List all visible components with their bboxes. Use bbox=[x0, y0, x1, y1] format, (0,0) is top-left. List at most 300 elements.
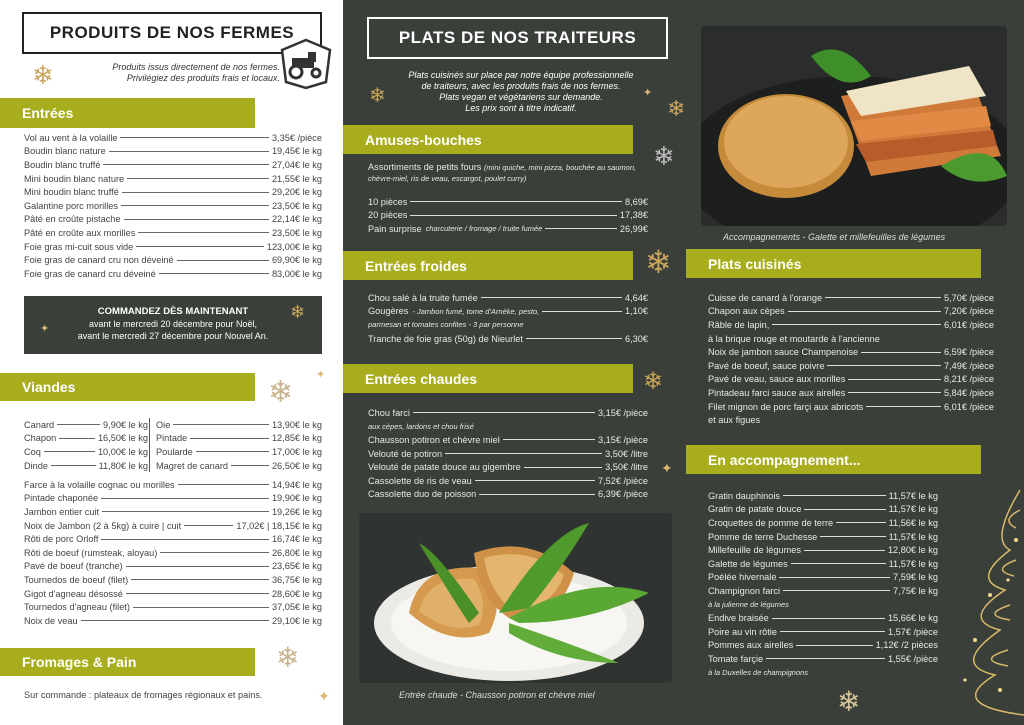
leader-line bbox=[177, 260, 269, 261]
list-item bbox=[708, 611, 938, 625]
item-price: 1,12€ /2 pièces bbox=[875, 640, 938, 651]
list-item bbox=[24, 213, 322, 227]
leader-line bbox=[848, 379, 941, 380]
item-name: Tranche de foie gras (50g) de Nieurlet bbox=[368, 333, 523, 344]
item-name: Foie gras mi-cuit sous vide bbox=[24, 241, 134, 252]
item-name: Pavé de boeuf (tranche) bbox=[24, 561, 123, 572]
item-price: 11,56€ le kg bbox=[888, 517, 938, 528]
item-price: 10,00€ le kg bbox=[97, 446, 148, 457]
item-name: Pâté en croûte aux morilles bbox=[24, 227, 136, 238]
item-price: 11,57€ le kg bbox=[888, 490, 938, 501]
list-item bbox=[368, 406, 648, 420]
star-icon: ✦ bbox=[318, 688, 330, 704]
item-name: Chou farci bbox=[368, 407, 410, 418]
item-detail: aux cèpes, lardons et chou frisé bbox=[368, 421, 474, 431]
item-name: Boudin blanc truffé bbox=[24, 159, 101, 170]
list-item bbox=[708, 359, 994, 373]
item-price: 29,10€ le kg bbox=[271, 615, 322, 626]
leader-line bbox=[190, 438, 269, 439]
list-item bbox=[24, 560, 322, 574]
item-price: 6,30€ bbox=[625, 333, 648, 344]
item-price: 9,90€ le kg bbox=[103, 419, 148, 430]
item-detail: à la julienne de légumes bbox=[708, 600, 789, 610]
item-price: 6,39€ /pièce bbox=[597, 489, 648, 500]
star-icon: ✦ bbox=[643, 87, 653, 99]
intro-line: Privilégiez des produits frais et locaux. bbox=[126, 73, 280, 83]
item-name: Pintadeau farci sauce aux airelles bbox=[708, 387, 846, 398]
leader-line bbox=[836, 522, 885, 523]
list-item bbox=[708, 598, 938, 612]
item-price: 17,00€ le kg bbox=[271, 446, 322, 457]
item-price: 17,02€ | 18,15€ le kg bbox=[236, 520, 322, 531]
accomp-list bbox=[708, 489, 938, 679]
item-price: 14,94€ le kg bbox=[271, 479, 322, 490]
item-name: Velouté de patate douce au gigembre bbox=[368, 462, 521, 473]
item-price: 5,84€ /pièce bbox=[943, 387, 994, 398]
leader-line bbox=[410, 201, 622, 202]
item-name: Noix de Jambon (2 à 5kg) à cuire | cuit bbox=[24, 520, 182, 531]
item-name: Cuisse de canard à l'orange bbox=[708, 292, 823, 303]
froides-list bbox=[368, 291, 648, 345]
item-name: Canard bbox=[24, 419, 55, 430]
item-price: 19,90€ le kg bbox=[271, 493, 322, 504]
leader-line bbox=[791, 563, 886, 564]
leader-line bbox=[820, 536, 885, 537]
leader-line bbox=[126, 566, 269, 567]
item-price: 11,57€ le kg bbox=[888, 504, 938, 515]
viandes-list bbox=[24, 478, 322, 628]
list-item bbox=[24, 546, 322, 560]
leader-line bbox=[126, 593, 269, 594]
item-name: Champignon farci bbox=[708, 585, 781, 596]
leader-line bbox=[788, 311, 941, 312]
leader-line bbox=[780, 631, 885, 632]
list-item bbox=[24, 240, 322, 254]
list-item bbox=[24, 532, 322, 546]
right-page bbox=[343, 0, 1024, 725]
list-item bbox=[24, 478, 322, 492]
list-item bbox=[708, 489, 938, 503]
list-item bbox=[24, 519, 322, 533]
item-price: 11,57€ le kg bbox=[888, 531, 938, 542]
item-name: Chou salé à la truite fumée bbox=[368, 292, 478, 303]
item-name: Pavé de boeuf, sauce poivre bbox=[708, 360, 825, 371]
item-price: 83,00€ le kg bbox=[271, 268, 322, 279]
leader-line bbox=[796, 645, 872, 646]
item-name: Pommes aux airelles bbox=[708, 640, 794, 651]
christmas-tree-icon bbox=[950, 480, 1024, 725]
leader-line bbox=[772, 324, 941, 325]
list-item bbox=[708, 639, 938, 653]
fromages-text: Sur commande : plateaux de fromages régionaux et pains. bbox=[24, 690, 263, 700]
item-price: 3,50€ /litre bbox=[605, 448, 648, 459]
item-price: 1,57€ /pièce bbox=[887, 626, 938, 637]
item-price: 11,80€ le kg bbox=[98, 460, 148, 471]
list-item bbox=[368, 420, 648, 434]
item-detail: parmesan et tomates confites - 3 par personne bbox=[368, 320, 524, 330]
item-price: 12,85€ le kg bbox=[271, 433, 322, 444]
leader-line bbox=[413, 412, 595, 413]
list-item bbox=[708, 503, 938, 517]
item-name: Cassolette duo de poisson bbox=[368, 489, 477, 500]
item-price: 6,01€ /pièce bbox=[943, 401, 994, 412]
star-icon: ✦ bbox=[661, 460, 673, 476]
item-price: 12,80€ le kg bbox=[887, 545, 938, 556]
list-item bbox=[24, 505, 322, 519]
list-item bbox=[708, 386, 994, 400]
item-name: Tomate farçie bbox=[708, 653, 764, 664]
photo-galette-caption: Accompagnements - Galette et millefeuilles de légumes bbox=[723, 232, 946, 242]
list-item bbox=[368, 447, 648, 461]
list-item bbox=[708, 530, 938, 544]
cuisines-list bbox=[708, 291, 994, 427]
list-item bbox=[24, 226, 322, 240]
intro-line: Plats vegan et végétariens sur demande. bbox=[439, 92, 603, 102]
item-price: 11,57€ le kg bbox=[888, 558, 938, 569]
list-item bbox=[368, 222, 648, 236]
section-fromages: Fromages & Pain bbox=[0, 648, 255, 676]
list-item bbox=[368, 291, 648, 305]
leader-line bbox=[779, 577, 890, 578]
item-name: Coq bbox=[24, 446, 41, 457]
item-price: 1,10€ bbox=[625, 306, 648, 317]
item-price: 4,64€ bbox=[625, 292, 648, 303]
item-name: Noix de veau bbox=[24, 615, 78, 626]
list-item bbox=[708, 373, 994, 387]
item-name: Pintade chaponée bbox=[24, 493, 99, 504]
section-entrees: Entrées bbox=[0, 98, 255, 128]
list-item bbox=[708, 291, 994, 305]
item-name: Rôti de porc Orloff bbox=[24, 534, 99, 545]
item-name: Gratin dauphinois bbox=[708, 490, 781, 501]
leader-line bbox=[804, 550, 885, 551]
item-name: Dinde bbox=[24, 460, 49, 471]
item-price: 1,55€ /pièce bbox=[887, 653, 938, 664]
leader-line bbox=[866, 406, 941, 407]
item-name: Pomme de terre Duchesse bbox=[708, 531, 818, 542]
leader-line bbox=[51, 465, 96, 466]
leader-line bbox=[804, 509, 885, 510]
star-icon: ✦ bbox=[316, 369, 326, 381]
item-name: Jambon entier cuit bbox=[24, 506, 100, 517]
item-name: Filet mignon de porc farçi aux abricots bbox=[708, 401, 864, 412]
photo-chausson bbox=[359, 513, 672, 683]
leader-line bbox=[121, 205, 269, 206]
item-name: Gigot d'agneau désossé bbox=[24, 588, 123, 599]
leader-line bbox=[231, 465, 269, 466]
leader-line bbox=[102, 511, 269, 512]
intro-line: Plats cuisinés sur place par notre équipe professionnelle bbox=[408, 70, 634, 80]
item-price: 3,50€ /litre bbox=[605, 462, 648, 473]
item-price: 3,15€ /pièce bbox=[597, 434, 648, 445]
list-item bbox=[368, 332, 648, 346]
list-item bbox=[24, 418, 148, 432]
amuses-desc-detail: (mini quiche, mini pizza, bouchée au saumon, chèvre-miel, ris de veau, escargot, poulet curry) bbox=[368, 163, 637, 183]
leader-line bbox=[445, 453, 602, 454]
list-item bbox=[368, 474, 648, 488]
item-price: 123,00€ le kg bbox=[266, 241, 322, 252]
item-name: Oie bbox=[156, 419, 171, 430]
item-price: 37,05€ le kg bbox=[271, 602, 322, 613]
right-title: PLATS DE NOS TRAITEURS bbox=[367, 17, 668, 59]
section-viandes: Viandes bbox=[0, 373, 255, 401]
entrees-list bbox=[24, 131, 322, 281]
leader-line bbox=[122, 192, 269, 193]
left-title: PRODUITS DE NOS FERMES bbox=[22, 12, 322, 54]
snowflake-icon: ❄ bbox=[837, 686, 861, 717]
order-title: COMMANDEZ DÈS MAINTENANT bbox=[97, 306, 249, 317]
item-price: 22,14€ le kg bbox=[271, 214, 322, 225]
item-price: 6,59€ /pièce bbox=[943, 347, 994, 358]
leader-line bbox=[410, 215, 617, 216]
item-price: 16,74€ le kg bbox=[271, 534, 322, 545]
snowflake-icon: ❄ bbox=[369, 85, 386, 107]
viandes-col-a bbox=[24, 418, 148, 472]
item-price: 69,90€ le kg bbox=[271, 255, 322, 266]
leader-line bbox=[109, 151, 269, 152]
leader-line bbox=[475, 480, 595, 481]
leader-line bbox=[160, 552, 269, 553]
item-price: 28,60€ le kg bbox=[271, 588, 322, 599]
list-item bbox=[156, 445, 322, 459]
leader-line bbox=[503, 439, 595, 440]
item-name: Croquettes de pomme de terre bbox=[708, 517, 834, 528]
item-name: Poularde bbox=[156, 446, 193, 457]
list-item bbox=[24, 131, 322, 145]
leader-line bbox=[57, 424, 100, 425]
leader-line bbox=[481, 297, 622, 298]
item-name: Chapon aux cèpes bbox=[708, 306, 785, 317]
item-name: Râble de lapin, bbox=[708, 319, 770, 330]
order-line-nouvel-an: avant le mercredi 27 décembre pour Nouvel An. bbox=[77, 331, 269, 341]
leader-line bbox=[159, 273, 269, 274]
amuses-desc bbox=[368, 162, 648, 184]
item-price: 3,35€ /pièce bbox=[271, 132, 322, 143]
left-page bbox=[0, 0, 343, 725]
chausson-dish-image bbox=[359, 513, 672, 683]
leader-line bbox=[783, 590, 890, 591]
chaudes-list bbox=[368, 406, 648, 501]
leader-line bbox=[59, 438, 95, 439]
item-price: 7,49€ /pièce bbox=[943, 360, 994, 371]
snowflake-icon: ❄ bbox=[643, 368, 664, 395]
leader-line bbox=[120, 137, 268, 138]
list-item bbox=[708, 652, 938, 666]
item-name: Millefeuille de légumes bbox=[708, 545, 801, 556]
list-item bbox=[708, 305, 994, 319]
item-price: 5,70€ /pièce bbox=[943, 292, 994, 303]
leader-line bbox=[103, 164, 268, 165]
item-price: 19,26€ le kg bbox=[271, 506, 322, 517]
item-detail: charcuterie / fromage / truite fumée bbox=[425, 224, 543, 234]
list-item bbox=[24, 614, 322, 628]
item-name: Endive braisée bbox=[708, 613, 769, 624]
item-price: 26,50€ le kg bbox=[271, 460, 322, 471]
viandes-col-b bbox=[156, 418, 322, 472]
item-name: Poire au vin rôtie bbox=[708, 626, 777, 637]
intro-line: Produits issus directement de nos fermes. bbox=[112, 62, 280, 72]
leader-line bbox=[133, 607, 269, 608]
list-item bbox=[24, 267, 322, 281]
snowflake-icon: ❄ bbox=[32, 60, 54, 90]
item-name: Velouté de potiron bbox=[368, 448, 443, 459]
list-item bbox=[24, 492, 322, 506]
leader-line bbox=[138, 232, 269, 233]
snowflake-icon: ❄ bbox=[645, 244, 672, 280]
list-item bbox=[368, 305, 648, 319]
list-item bbox=[708, 516, 938, 530]
leader-line bbox=[44, 451, 95, 452]
item-name: Mini boudin blanc truffé bbox=[24, 187, 119, 198]
item-price: 26,80€ le kg bbox=[271, 547, 322, 558]
list-item bbox=[368, 460, 648, 474]
list-item bbox=[156, 418, 322, 432]
list-item bbox=[708, 413, 994, 427]
list-item bbox=[24, 145, 322, 159]
snowflake-icon: ❄ bbox=[276, 642, 300, 673]
leader-line bbox=[524, 467, 602, 468]
list-item bbox=[156, 459, 322, 473]
item-name: 10 pièces bbox=[368, 196, 408, 207]
leader-line bbox=[136, 246, 264, 247]
leader-line bbox=[827, 365, 940, 366]
item-price: 23,50€ le kg bbox=[271, 200, 322, 211]
list-item bbox=[708, 318, 994, 332]
amuses-list bbox=[368, 195, 648, 236]
leader-line bbox=[178, 484, 269, 485]
item-detail: à la Duxelles de champignons bbox=[708, 668, 809, 678]
item-name: Vol au vent à la volaille bbox=[24, 132, 118, 143]
list-item bbox=[708, 666, 938, 680]
item-price: 29,20€ le kg bbox=[271, 187, 322, 198]
list-item bbox=[708, 400, 994, 414]
snowflake-icon: ❄ bbox=[653, 141, 675, 171]
list-item bbox=[24, 185, 322, 199]
photo-chausson-caption: Entrée chaude - Chausson potiron et chèvre miel bbox=[399, 690, 595, 700]
list-item bbox=[24, 587, 322, 601]
leader-line bbox=[101, 498, 269, 499]
leader-line bbox=[131, 579, 269, 580]
order-notice bbox=[24, 296, 322, 354]
item-name: Magret de canard bbox=[156, 460, 229, 471]
list-item bbox=[24, 573, 322, 587]
tractor-badge-icon bbox=[278, 38, 334, 90]
item-name: Farce à la volaille cognac ou morilles bbox=[24, 479, 175, 490]
leader-line bbox=[848, 392, 941, 393]
item-price: 8,21€ /pièce bbox=[943, 374, 994, 385]
item-name: Pâté en croûte pistache bbox=[24, 214, 121, 225]
leader-line bbox=[81, 620, 269, 621]
list-item bbox=[708, 332, 994, 346]
list-item bbox=[24, 432, 148, 446]
list-item bbox=[24, 172, 322, 186]
item-price: 7,20€ /pièce bbox=[943, 306, 994, 317]
section-plats-cuisines: Plats cuisinés bbox=[686, 249, 981, 278]
item-price: 7,59€ le kg bbox=[893, 572, 938, 583]
star-icon: ✦ bbox=[40, 323, 50, 335]
item-name: Chausson potiron et chèvre miel bbox=[368, 434, 500, 445]
list-item bbox=[708, 571, 938, 585]
column-divider bbox=[149, 418, 150, 472]
list-item bbox=[368, 209, 648, 223]
section-entrees-chaudes: Entrées chaudes bbox=[343, 364, 633, 393]
item-name: Poélée hivernale bbox=[708, 572, 777, 583]
list-item bbox=[156, 432, 322, 446]
list-item bbox=[708, 584, 938, 598]
leader-line bbox=[526, 338, 622, 339]
list-item bbox=[368, 195, 648, 209]
item-price: 15,66€ le kg bbox=[887, 613, 938, 624]
item-name: Tournedos d'agneau (filet) bbox=[24, 602, 130, 613]
item-detail: - Jambon fumé, tome d'Arnèke, pesto, bbox=[412, 306, 540, 316]
list-item bbox=[708, 557, 938, 571]
list-item bbox=[368, 488, 648, 502]
item-name: Gratin de patate douce bbox=[708, 504, 802, 515]
item-price: 27,04€ le kg bbox=[271, 159, 322, 170]
item-price: 6,01€ /pièce bbox=[943, 319, 994, 330]
list-item bbox=[24, 459, 148, 473]
item-price: 23,65€ le kg bbox=[271, 561, 322, 572]
intro-line: de traiteurs, avec les produits frais de nos fermes. bbox=[421, 81, 621, 91]
item-name: Chapon bbox=[24, 433, 57, 444]
leader-line bbox=[479, 494, 595, 495]
item-name: Cassolette de ris de veau bbox=[368, 475, 472, 486]
leader-line bbox=[196, 451, 269, 452]
item-name: Foie gras de canard cru déveiné bbox=[24, 268, 156, 279]
galette-dish-image bbox=[701, 26, 1007, 226]
leader-line bbox=[772, 618, 885, 619]
leader-line bbox=[184, 525, 233, 526]
item-price: 3,15€ /pièce bbox=[597, 407, 648, 418]
snowflake-icon: ❄ bbox=[667, 96, 686, 121]
list-item bbox=[24, 445, 148, 459]
list-item bbox=[708, 543, 938, 557]
item-name: Gougères bbox=[368, 306, 409, 317]
item-price: 26,99€ bbox=[619, 223, 648, 234]
list-item bbox=[368, 318, 648, 332]
item-price: 17,38€ bbox=[619, 210, 648, 221]
item-name: Rôti de boeuf (rumsteak, aloyau) bbox=[24, 547, 158, 558]
item-name: Mini boudin blanc nature bbox=[24, 173, 125, 184]
leader-line bbox=[542, 311, 622, 312]
amuses-desc-main: Assortiments de petits fours bbox=[368, 162, 482, 172]
photo-galette-millefeuille bbox=[701, 26, 1007, 226]
list-item bbox=[24, 600, 322, 614]
item-name: à la brique rouge et moutarde à l'ancienne bbox=[708, 333, 880, 344]
leader-line bbox=[861, 352, 941, 353]
list-item bbox=[708, 625, 938, 639]
snowflake-icon: ❄ bbox=[268, 376, 294, 409]
list-item bbox=[24, 253, 322, 267]
item-name: Noix de jambon sauce Champenoise bbox=[708, 347, 859, 358]
section-amuses-bouches: Amuses-bouches bbox=[343, 125, 633, 154]
item-price: 36,75€ le kg bbox=[271, 574, 322, 585]
intro-line: Les prix sont à titre indicatif. bbox=[465, 103, 577, 113]
item-name: Tournedos de boeuf (filet) bbox=[24, 574, 129, 585]
leader-line bbox=[173, 424, 269, 425]
list-item bbox=[708, 345, 994, 359]
snowflake-icon: ❄ bbox=[290, 302, 306, 322]
list-item bbox=[24, 199, 322, 213]
item-name: 20 pièces bbox=[368, 210, 408, 221]
item-price: 19,45€ le kg bbox=[271, 146, 322, 157]
leader-line bbox=[766, 658, 885, 659]
item-name: Galantine porc morilles bbox=[24, 200, 118, 211]
item-name: Galette de légumes bbox=[708, 558, 788, 569]
item-price: 7,52€ /pièce bbox=[597, 475, 648, 486]
item-price: 8,69€ bbox=[625, 196, 648, 207]
leader-line bbox=[545, 228, 617, 229]
